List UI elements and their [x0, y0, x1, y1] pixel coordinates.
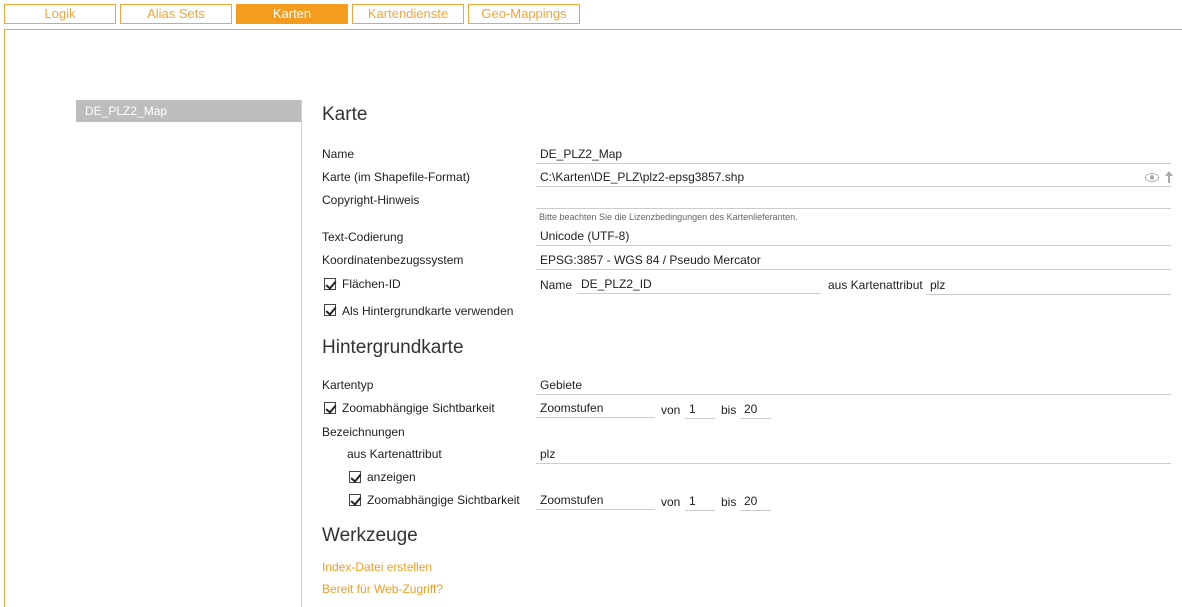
anzeigen-checkbox[interactable] — [349, 471, 361, 483]
kartentyp-label: Kartentyp — [322, 378, 374, 392]
copyright-label: Copyright-Hinweis — [322, 193, 420, 207]
background-map-checkbox[interactable] — [324, 304, 336, 316]
zoom-bis-field[interactable]: 20 — [740, 400, 771, 419]
tab-kartendienste[interactable]: Kartendienste — [352, 4, 464, 24]
copyright-field[interactable] — [536, 190, 1171, 209]
bis-label: bis — [721, 403, 737, 417]
crs-select[interactable]: EPSG:3857 - WGS 84 / Pseudo Mercator — [536, 251, 1171, 270]
anzeigen-label: anzeigen — [367, 470, 416, 484]
background-map-label: Als Hintergrundkarte verwenden — [342, 304, 514, 318]
section-title-werkzeuge: Werkzeuge — [322, 525, 418, 546]
eye-icon[interactable] — [1145, 173, 1159, 182]
section-title-karte: Karte — [322, 104, 368, 125]
encoding-label: Text-Codierung — [322, 230, 404, 244]
shapefile-field[interactable]: C:\Karten\DE_PLZ\plz2-epsg3857.shp — [536, 168, 1171, 187]
index-file-link[interactable]: Index-Datei erstellen — [322, 560, 433, 574]
bez-zoom-visibility-checkbox[interactable] — [349, 494, 361, 506]
zoom-von-field[interactable]: 1 — [685, 400, 715, 419]
bez-attr-select[interactable]: plz — [536, 445, 1171, 464]
encoding-select[interactable]: Unicode (UTF-8) — [536, 227, 1171, 246]
bez-zoom-bis-field[interactable]: 20 — [740, 492, 771, 511]
von-label: von — [661, 403, 681, 417]
bezeichnungen-label: Bezeichnungen — [322, 425, 405, 439]
flaechen-name-label: Name — [540, 278, 573, 292]
map-list-item[interactable]: DE_PLZ2_Map — [76, 100, 301, 122]
tab-karten[interactable]: Karten — [236, 4, 348, 24]
flaechen-id-label: Flächen-ID — [342, 277, 401, 291]
flaechen-name-field[interactable]: DE_PLZ2_ID — [577, 275, 821, 294]
bez-zoom-von-field[interactable]: 1 — [685, 492, 715, 511]
zoom-mode-select[interactable]: Zoomstufen — [536, 399, 655, 418]
bez-zoom-visibility-label: Zoomabhängige Sichtbarkeit — [367, 493, 520, 507]
map-list — [76, 100, 302, 607]
copyright-hint: Bitte beachten Sie die Lizenzbedingungen des Kartenlieferanten. — [539, 212, 798, 222]
tab-logik[interactable]: Logik — [4, 4, 116, 24]
section-title-hintergrundkarte: Hintergrundkarte — [322, 337, 464, 358]
flaechen-id-checkbox[interactable] — [324, 278, 336, 290]
bez-zoom-mode-select[interactable]: Zoomstufen — [536, 491, 655, 510]
flaechen-attr-select[interactable]: plz — [926, 276, 1171, 295]
zoom-visibility-label: Zoomabhängige Sichtbarkeit — [342, 401, 495, 415]
crs-label: Koordinatenbezugssystem — [322, 253, 464, 267]
bez-attr-label: aus Kartenattribut — [347, 447, 442, 461]
web-access-link[interactable]: Bereit für Web-Zugriff? — [322, 582, 443, 596]
shapefile-label: Karte (im Shapefile-Format) — [322, 170, 471, 184]
upload-icon[interactable] — [1168, 172, 1170, 183]
name-label: Name — [322, 147, 355, 161]
tab-alias-sets[interactable]: Alias Sets — [120, 4, 232, 24]
bez-von-label: von — [661, 495, 681, 509]
name-field[interactable]: DE_PLZ2_Map — [536, 145, 1171, 164]
bez-bis-label: bis — [721, 495, 737, 509]
flaechen-attr-label: aus Kartenattribut — [828, 278, 923, 292]
kartentyp-select[interactable]: Gebiete — [536, 376, 1171, 395]
zoom-visibility-checkbox[interactable] — [324, 402, 336, 414]
tab-geo-mappings[interactable]: Geo-Mappings — [468, 4, 580, 24]
